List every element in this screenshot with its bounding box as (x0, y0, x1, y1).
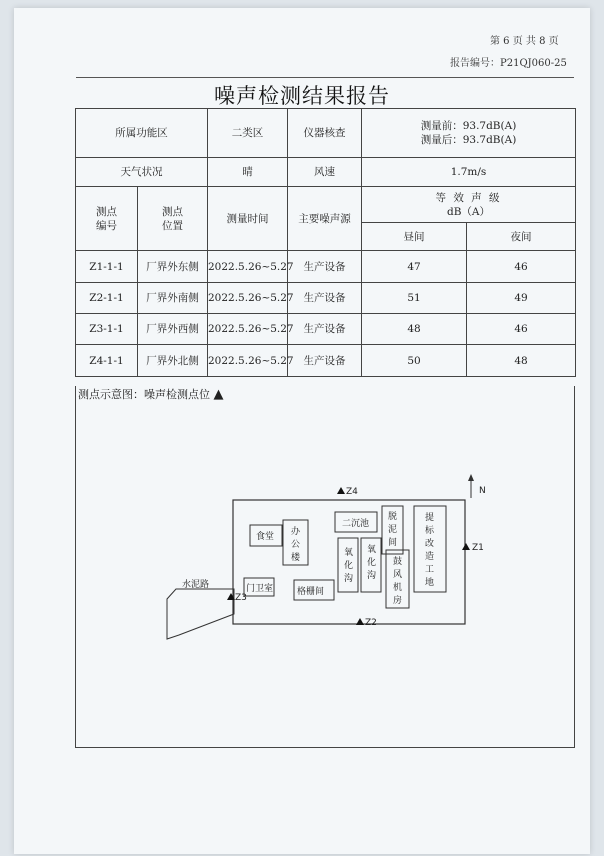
office-label-2: 公 (291, 540, 301, 550)
sketch-area (75, 386, 575, 748)
page-number: 第 6 页 共 8 页 (490, 36, 559, 47)
row-source: 生产设备 (288, 251, 362, 283)
oxidation1-label-2: 化 (344, 561, 354, 571)
col-time: 测量时间 (208, 187, 288, 251)
clarifier-label: 二沉池 (342, 519, 370, 529)
table-row (76, 314, 576, 345)
point-z4-marker-icon (337, 487, 345, 494)
cal-after: 测量后：93.7dB(A) (420, 134, 517, 146)
blower-label-4: 房 (393, 596, 403, 606)
office-label-3: 楼 (291, 553, 301, 563)
report-page (14, 8, 590, 854)
oxidation1-label-1: 氧 (344, 548, 354, 558)
row-day: 51 (362, 283, 467, 314)
row-pos: 厂界外西侧 (138, 314, 208, 345)
table-row (76, 251, 576, 283)
row-id: Z2-1-1 (76, 283, 138, 314)
header-rule (76, 77, 574, 78)
row-time: 2022.5.26~5.27 (208, 314, 288, 345)
row-night: 48 (467, 345, 576, 377)
blower-label-2: 风 (393, 570, 403, 580)
blower-label-1: 鼓 (393, 557, 403, 567)
col-level-line1: 等 效 声 级 (435, 191, 502, 204)
point-z1-label: Z1 (472, 543, 484, 553)
col-point-pos-line2: 位置 (162, 219, 183, 232)
site-sketch-map (76, 386, 574, 746)
row-day: 48 (362, 314, 467, 345)
col-level (362, 187, 576, 223)
row-time: 2022.5.26~5.27 (208, 251, 288, 283)
row-id: Z1-1-1 (76, 251, 138, 283)
row-pos: 厂界外南侧 (138, 283, 208, 314)
grille-label: 格栅间 (297, 587, 325, 597)
col-point-pos (138, 187, 208, 251)
north-arrow-icon (468, 474, 474, 481)
row-night: 46 (467, 251, 576, 283)
col-point-id-line1: 测点 (96, 205, 117, 218)
noise-result-table (75, 108, 576, 377)
upgrade-label-3: 改 (425, 539, 435, 549)
row-night: 49 (467, 283, 576, 314)
weather-label: 天气状况 (76, 158, 208, 187)
oxidation1-label-3: 沟 (344, 574, 354, 584)
point-z2-marker-icon (356, 618, 364, 625)
row-id: Z4-1-1 (76, 345, 138, 377)
table-row (76, 283, 576, 314)
col-point-pos-line1: 测点 (162, 205, 183, 218)
weather-value: 晴 (208, 158, 288, 187)
table-row (76, 109, 576, 158)
report-number: 报告编号：P21QJ060-25 (450, 58, 567, 69)
upgrade-label-2: 标 (425, 526, 435, 536)
wind-label: 风速 (288, 158, 362, 187)
row-source: 生产设备 (288, 314, 362, 345)
dewater-label-3: 间 (388, 538, 398, 548)
func-area-label: 所属功能区 (76, 109, 208, 158)
road-outline (167, 589, 234, 639)
col-source: 主要噪声源 (288, 187, 362, 251)
canteen-label: 食堂 (256, 532, 275, 542)
col-night: 夜间 (467, 223, 576, 251)
upgrade-label-4: 造 (425, 552, 435, 562)
sketch-label-text: 测点示意图：噪声检测点位 (78, 388, 210, 401)
col-level-line2: dB（A） (446, 205, 491, 218)
report-title: 噪声检测结果报告 (214, 84, 390, 108)
col-point-id-line2: 编号 (96, 219, 117, 232)
col-day: 昼间 (362, 223, 467, 251)
road-label: 水泥路 (182, 580, 210, 590)
point-z2-label: Z2 (365, 618, 377, 628)
upgrade-label-1: 提 (425, 513, 435, 523)
blower-label-3: 机 (393, 583, 403, 593)
table-row (76, 158, 576, 187)
row-day: 50 (362, 345, 467, 377)
table-header-row (76, 187, 576, 223)
dewater-label-2: 泥 (388, 525, 398, 535)
cal-before: 测量前：93.7dB(A) (420, 120, 517, 132)
func-area-value: 二类区 (208, 109, 288, 158)
row-id: Z3-1-1 (76, 314, 138, 345)
row-source: 生产设备 (288, 283, 362, 314)
oxidation2-label-2: 化 (367, 558, 377, 568)
row-day: 47 (362, 251, 467, 283)
point-z4-label: Z4 (346, 487, 358, 497)
table-row (76, 345, 576, 377)
col-point-id (76, 187, 138, 251)
instrument-label: 仪器核查 (288, 109, 362, 158)
row-time: 2022.5.26~5.27 (208, 345, 288, 377)
point-marker-icon: ▲ (213, 387, 224, 402)
row-night: 46 (467, 314, 576, 345)
oxidation2-label-3: 沟 (367, 571, 377, 581)
oxidation2-label-1: 氧 (367, 545, 377, 555)
point-z3-label: Z3 (235, 593, 247, 603)
north-label: N (479, 486, 486, 496)
wind-value: 1.7m/s (362, 158, 576, 187)
instrument-values (362, 109, 576, 158)
row-source: 生产设备 (288, 345, 362, 377)
row-time: 2022.5.26~5.27 (208, 283, 288, 314)
point-z1-marker-icon (462, 543, 470, 550)
row-pos: 厂界外北侧 (138, 345, 208, 377)
office-label-1: 办 (291, 527, 301, 537)
dewater-label-1: 脱 (388, 512, 398, 522)
upgrade-label-6: 地 (425, 578, 435, 588)
upgrade-label-5: 工 (425, 565, 435, 575)
guard-label: 门卫室 (246, 584, 274, 594)
row-pos: 厂界外东侧 (138, 251, 208, 283)
